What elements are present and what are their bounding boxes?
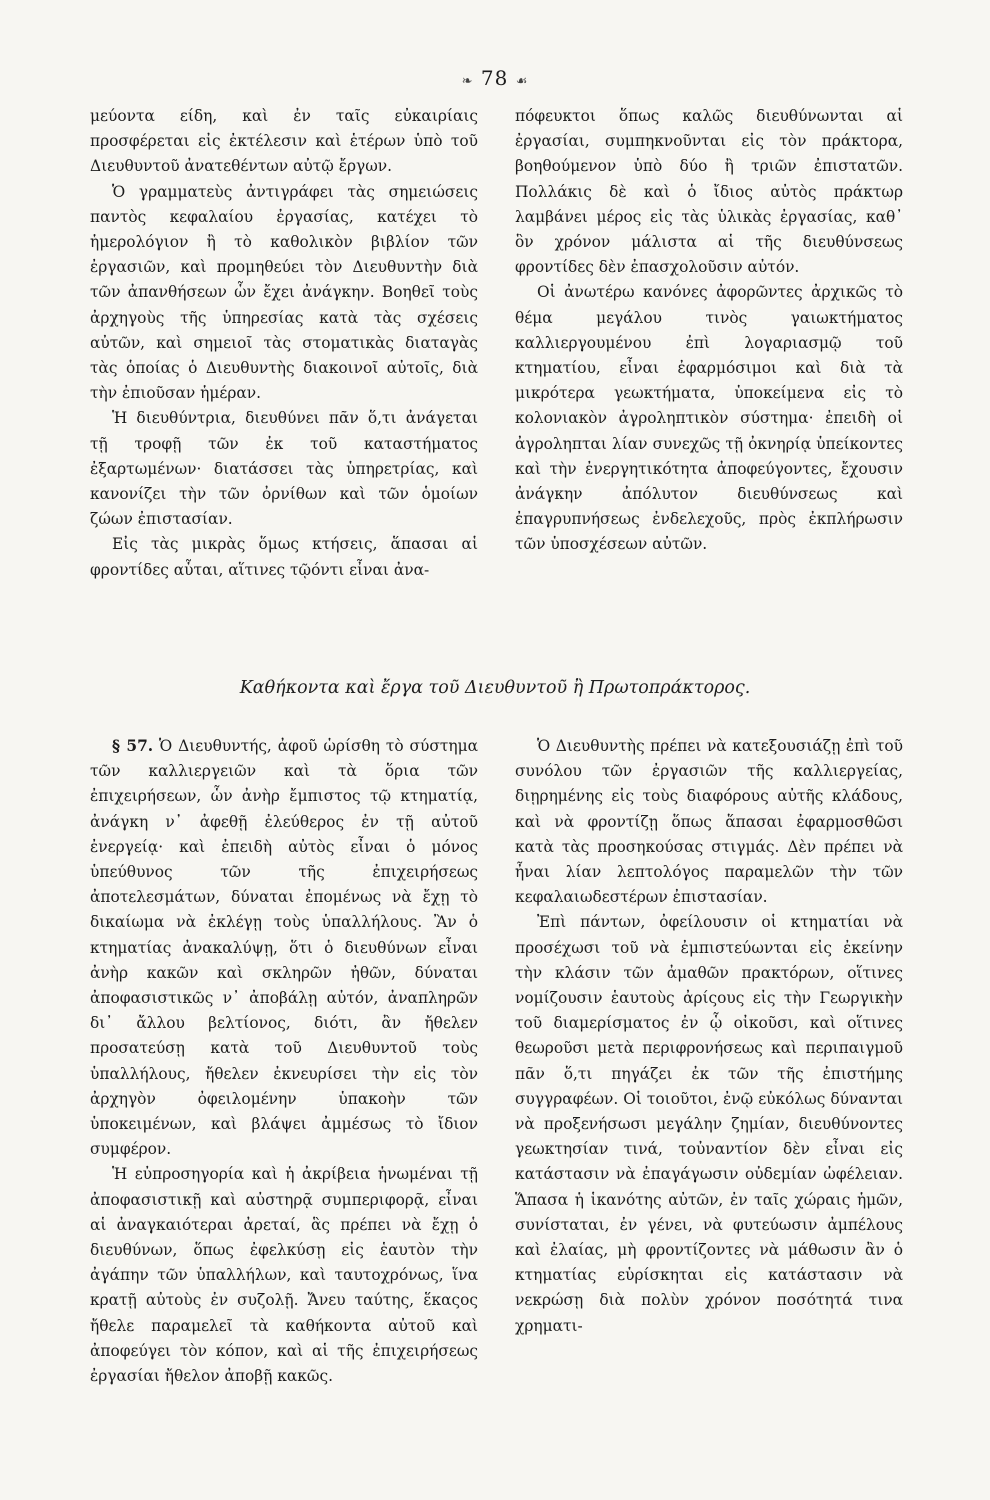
paragraph: Οἱ ἀνωτέρω κανόνες ἀφορῶντες ἀρχικῶς τὸ θέμα μεγάλου τινὸς γαιωκτήματος καλλιεργουμένου ἐπὶ λογαριασμῷ τοῦ κτηματίου, εἶναι ἐφαρμόσιμοι καὶ διὰ τὰ μικρότερα γεωκτήματα, ὑποκείμενα εἰς τὸ κολονιακὸν ἀγροληπτικὸν σύστημα· ἐπειδὴ οἱ ἀγροληπται λίαν συνεχῶς τῇ ὀκνηρίᾳ ὑπείκοντες καὶ τὴν ἐνεργητικότητα ἀποφεύγοντες, ἔχουσιν ἀνάγκην ἀπόλυτον διευθύνσεως καὶ ἐπαγρυπνήσεως ἐνδελεχοῦς, πρὸς ἐκπλήρωσιν τῶν ὑποσχέσεων αὐτῶν. (515, 283, 903, 554)
page-number-value: 78 (480, 66, 509, 90)
paragraph (90, 734, 478, 1162)
paragraph: μεύοντα είδη, καὶ ἐν ταῖς εὐκαιρίαις προσφέρεται εἰς ἐκτέλεσιν καὶ ἑτέρων ὑπὸ τοῦ Διευθυντοῦ ἀνατεθέντων αὐτῷ ἔργων. (90, 107, 478, 176)
top-right-column (515, 104, 903, 558)
paragraph: Ὁ Διευθυντὴς πρέπει νὰ κατεξουσιάζῃ ἐπὶ τοῦ συνόλου τῶν ἐργασιῶν τῆς καλλιεργείας, διῃρημένης εἰς τοὺς διαφόρους αὐτῆς κλάδους, καὶ νὰ φροντίζῃ ὅπως ἅπασαι ἐφαρμοσθῶσι κατὰ τὰς προσηκούσας στιγμάς. Δὲν πρέπει νὰ ἦναι λίαν λεπτολόγος παραμελῶν τὴν τῶν κεφαλαιωδεστέρων ἐπιστασίαν. (515, 737, 903, 907)
page-number (0, 66, 990, 90)
section-number: § 57. (112, 737, 154, 755)
paragraph: Εἰς τὰς μικρὰς ὅμως κτήσεις, ἅπασαι αἱ φροντίδες αὗται, αἵτινες τῷόντι εἶναι ἀνα- (90, 535, 478, 579)
ornament-right-icon: ☙ (515, 74, 529, 89)
bottom-left-column (90, 734, 478, 1389)
top-left-column (90, 104, 478, 583)
paragraph: Ἡ διευθύντρια, διευθύνει πᾶν ὅ,τι ἀνάγεται τῇ τροφῇ τῶν ἐκ τοῦ καταστήματος ἐξαρτωμένων· διατάσσει τὰς ὑπηρετρίας, καὶ κανονίζει τὴν τῶν ὀρνίθων καὶ τῶν ὁμοίων ζώων ἐπιστασίαν. (90, 409, 478, 529)
paragraph-text: Ὁ Διευθυντής, ἀφοῦ ὡρίσθη τὸ σύστημα τῶν καλλιεργειῶν καὶ τὰ ὅρια τῶν ἐπιχειρήσεων, ὧν ἀνὴρ ἔμπιστος τῷ κτηματίᾳ, ἀνάγκη ν᾽ ἀφεθῇ ἐλεύθερος ἐν τῇ αὐτοῦ ἐνεργείᾳ· καὶ ἐπειδὴ αὐτὸς εἶναι ὁ μόνος ὑπεύθυνος τῶν τῆς ἐπιχειρήσεως ἀποτελεσμάτων, δύναται ἐπομένως νὰ ἔχῃ τὸ δικαίωμα νὰ ἐκλέγῃ τοὺς ὑπαλλήλους. Ἂν ὁ κτηματίας ἀνακαλύψῃ, ὅτι ὁ διευθύνων εἶναι ἀνὴρ κακῶν καὶ σκληρῶν ἠθῶν, δύναται ἀποφασιστικῶς ν᾽ ἀποβάλῃ αὐτόν, ἀναπληρῶν δι᾽ ἄλλου βελτίονος, διότι, ἂν ἤθελεν προσατεύσῃ κατὰ τοῦ Διευθυντοῦ τοὺς ὑπαλλήλους, ἤθελεν ἐκνευρίσει τὴν εἰς τὸν ἀρχηγὸν ὀφειλομένην ὑπακοὴν τῶν ὑποκειμένων, καὶ βλάψει ἀμμέσως τὸ ἴδιον συμφέρον. (90, 737, 478, 1159)
section-heading: Καθήκοντα καὶ ἔργα τοῦ Διευθυντοῦ ἢ Πρωτοπράκτορος. (239, 678, 751, 698)
paragraph: Ὁ γραμματεὺς ἀντιγράφει τὰς σημειώσεις παντὸς κεφαλαίου ἐργασίας, κατέχει τὸ ἡμερολόγιον ἢ τὸ καθολικὸν βιβλίον τῶν ἐργασιῶν, καὶ προμηθεύει τὸν Διευθυντὴν διὰ τῶν ἀπανθήσεων ὧν ἔχει ἀνάγκην. Βοηθεῖ τοὺς ἀρχηγοὺς τῆς ὑπηρεσίας κατὰ τὰς σχέσεις αὐτῶν, καὶ σημειοῖ τὰς στοματικὰς διαταγὰς τὰς ὁποίας ὁ Διευθυντὴς διακοινοῖ αὐτοῖς, διὰ τὴν ἐπιοῦσαν ἡμέραν. (90, 182, 478, 403)
ornament-left-icon: ❧ (461, 74, 474, 89)
paragraph: Ἐπὶ πάντων, ὀφείλουσιν οἱ κτηματίαι νὰ προσέχωσι τοῦ νὰ ἐμπιστεύωνται εἰς ἐκείνην τὴν κλάσιν τῶν ἀμαθῶν πρακτόρων, οἵτινες νομίζουσιν ἑαυτοὺς ἀρίςους εἰς τὴν Γεωργικὴν τοῦ διαμερίσματος ἐν ᾧ οἰκοῦσι, καὶ οἵτινες θεωροῦσι μετὰ περιφρονήσεως καὶ περιπαιγμοῦ πᾶν ὅ,τι πηγάζει ἐκ τῶν τῆς ἐπιστήμης συγγραφέων. Οἱ τοιοῦτοι, ἐνῷ εὐκόλως δύνανται νὰ προξενήσωσι μεγάλην ζημίαν, διευθύνοντες γεωκτησίαν τινά, τοὐναντίον δὲν εἶναι εἰς κατάστασιν νὰ ἐπαγάγωσιν οὐδεμίαν ὠφέλειαν. Ἅπασα ἡ ἱκανότης αὐτῶν, ἐν ταῖς χώραις ἡμῶν, συνίσταται, ἐν γένει, νὰ φυτεύωσιν ἀμπέλους καὶ ἐλαίας, μὴ φροντίζοντες νὰ μάθωσιν ἂν ὁ κτηματίας εὑρίσκηται εἰς κατάστασιν νὰ νεκρώσῃ διὰ πολὺν χρόνον ποσότητά τινα χρηματι- (515, 913, 903, 1335)
paragraph: Ἡ εὐπροσηγορία καὶ ἡ ἀκρίβεια ἡνωμέναι τῇ ἀποφασιστικῇ καὶ αὐστηρᾷ συμπεριφορᾷ, εἶναι αἱ ἀναγκαιότεραι ἀρεταί, ἃς πρέπει νὰ ἔχῃ ὁ διευθύνων, ὅπως ἐφελκύσῃ εἰς ἑαυτὸν τὴν ἀγάπην τῶν ὑπαλλήλων, καὶ ταυτοχρόνως, ἵνα κρατῇ αὐτοὺς ἐν συζολῇ. Ἄνευ ταύτης, ἕκαςος ἤθελε παραμελεῖ τὰ καθήκοντα αὐτοῦ καὶ ἀποφεύγει τὸν κόπον, καὶ αἱ τῆς ἐπιχειρήσεως ἐργασίαι ἤθελον ἀποβῇ κακῶς. (90, 1165, 478, 1386)
bottom-right-column (515, 734, 903, 1339)
paragraph: πόφευκτοι ὅπως καλῶς διευθύνωνται αἱ ἐργασίαι, συμπηκνοῦνται εἰς τὸν πράκτορα, βοηθούμενον ὑπὸ δύο ἢ τριῶν ἐπιστατῶν. Πολλάκις δὲ καὶ ὁ ἴδιος αὐτὸς πράκτωρ λαμβάνει μέρος εἰς τὰς ὑλικὰς ἐργασίας, καθ᾽ ὃν χρόνον μάλιστα αἱ τῆς διευθύνσεως φροντίδες δὲν ἐπασχολοῦσιν αὐτόν. (515, 107, 903, 277)
